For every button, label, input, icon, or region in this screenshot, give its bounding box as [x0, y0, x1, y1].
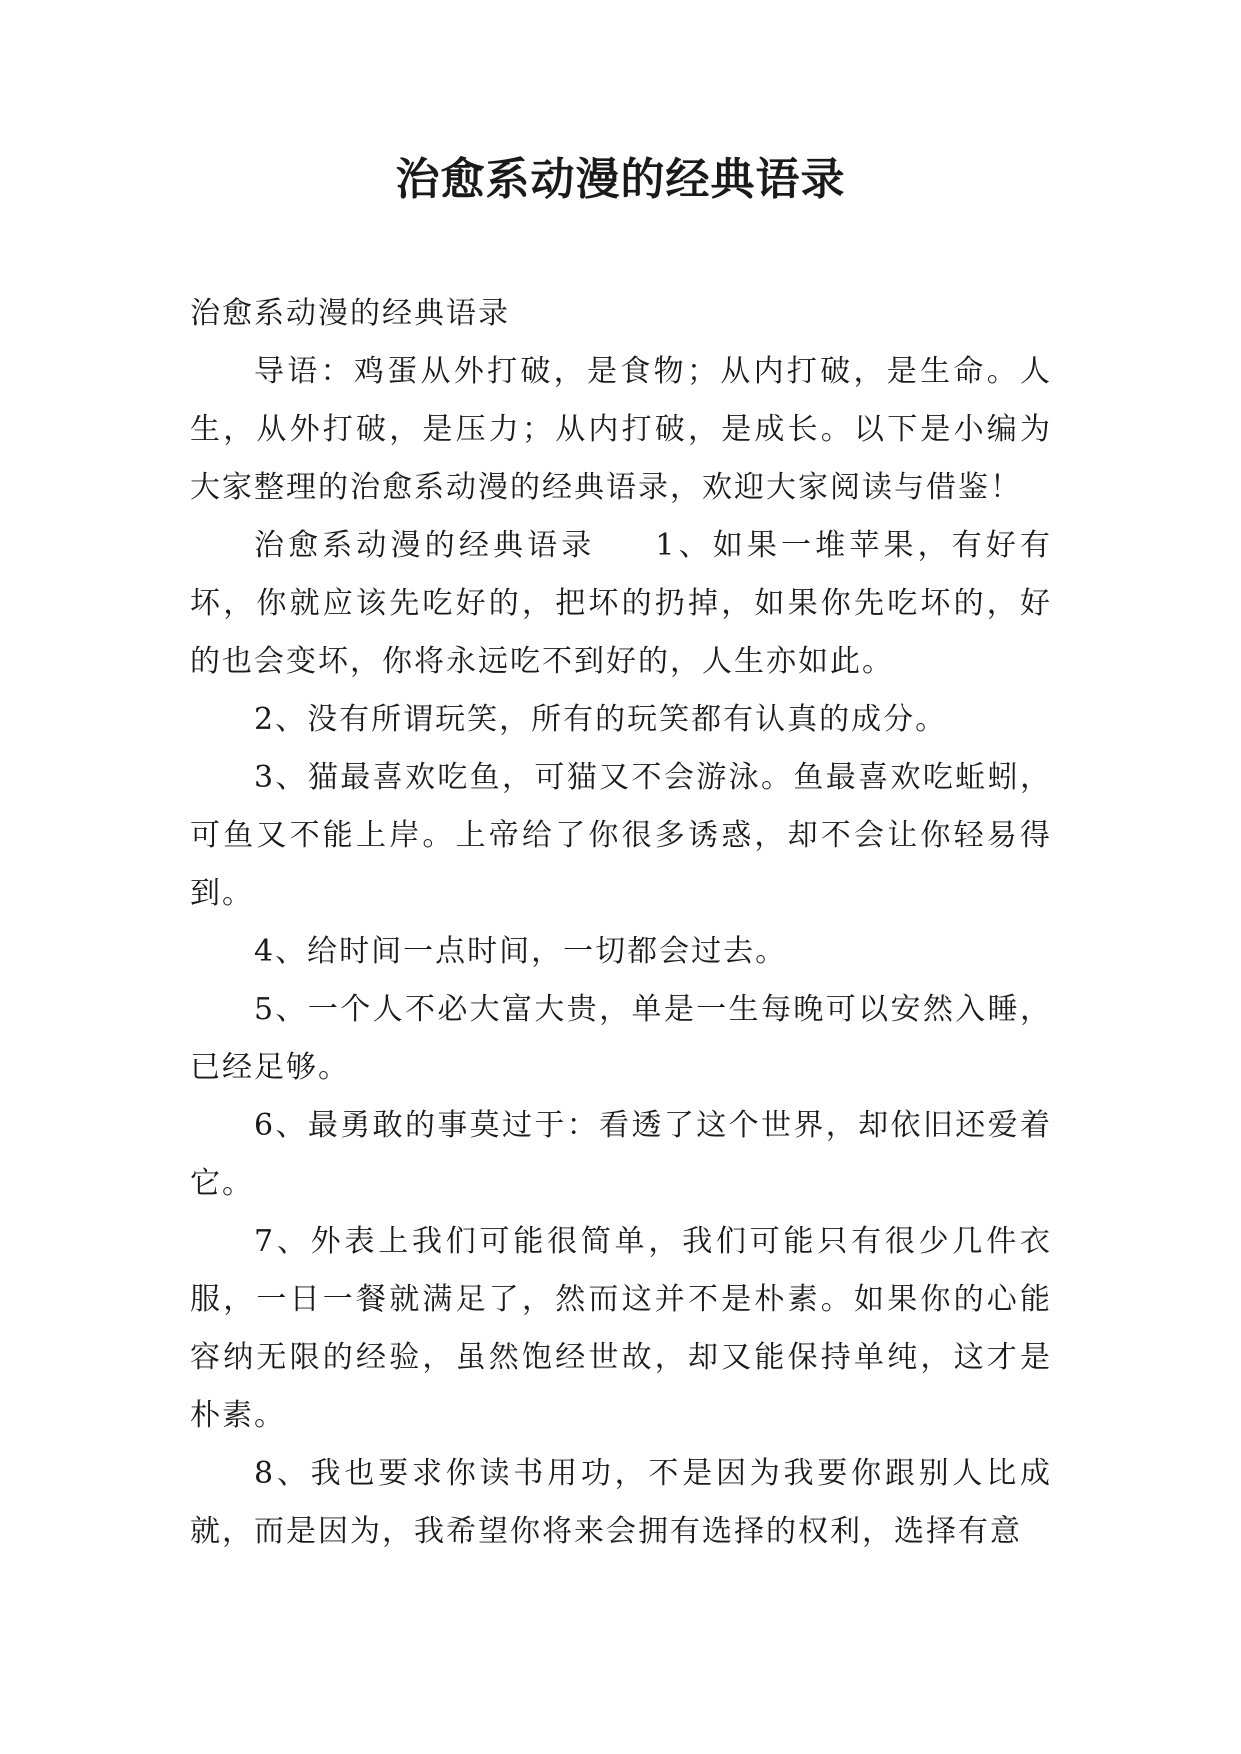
quote-text-1: 1、如果一堆苹果，有好有坏，你就应该先吃好的，把坏的扔掉，如果你先吃坏的，好的也会变坏，你将永远吃不到好的，人生亦如此。	[190, 528, 1052, 679]
document-body	[190, 285, 1052, 1561]
quote-paragraph-8: 8、我也要求你读书用功，不是因为我要你跟别人比成就，而是因为，我希望你将来会拥有选择的权利，选择有意	[190, 1456, 1052, 1549]
quote-paragraph-7: 7、外表上我们可能很简单，我们可能只有很少几件衣服，一日一餐就满足了，然而这并不是朴素。如果你的心能容纳无限的经验，虽然饱经世故，却又能保持单纯，这才是朴素。	[190, 1224, 1052, 1433]
quote-paragraph-3: 3、猫最喜欢吃鱼，可猫又不会游泳。鱼最喜欢吃蚯蚓，可鱼又不能上岸。上帝给了你很多诱惑，却不会让你轻易得到。	[190, 760, 1052, 911]
document-subtitle: 治愈系动漫的经典语录	[190, 296, 510, 331]
intro-paragraph: 导语：鸡蛋从外打破，是食物；从内打破，是生命。人生，从外打破，是压力；从内打破，是成长。以下是小编为大家整理的治愈系动漫的经典语录，欢迎大家阅读与借鉴！	[190, 354, 1052, 505]
document-title: 治愈系动漫的经典语录	[395, 154, 846, 205]
quote-paragraph-5: 5、一个人不必大富大贵，单是一生每晚可以安然入睡，已经足够。	[190, 992, 1052, 1085]
section-heading: 治愈系动漫的经典语录	[254, 528, 596, 563]
quote-paragraph-1	[190, 517, 1052, 691]
quote-paragraph-2: 2、没有所谓玩笑，所有的玩笑都有认真的成分。	[254, 702, 948, 737]
quote-paragraph-6: 6、最勇敢的事莫过于：看透了这个世界，却依旧还爱着它。	[190, 1108, 1052, 1201]
quote-paragraph-4: 4、给时间一点时间，一切都会过去。	[254, 934, 788, 969]
